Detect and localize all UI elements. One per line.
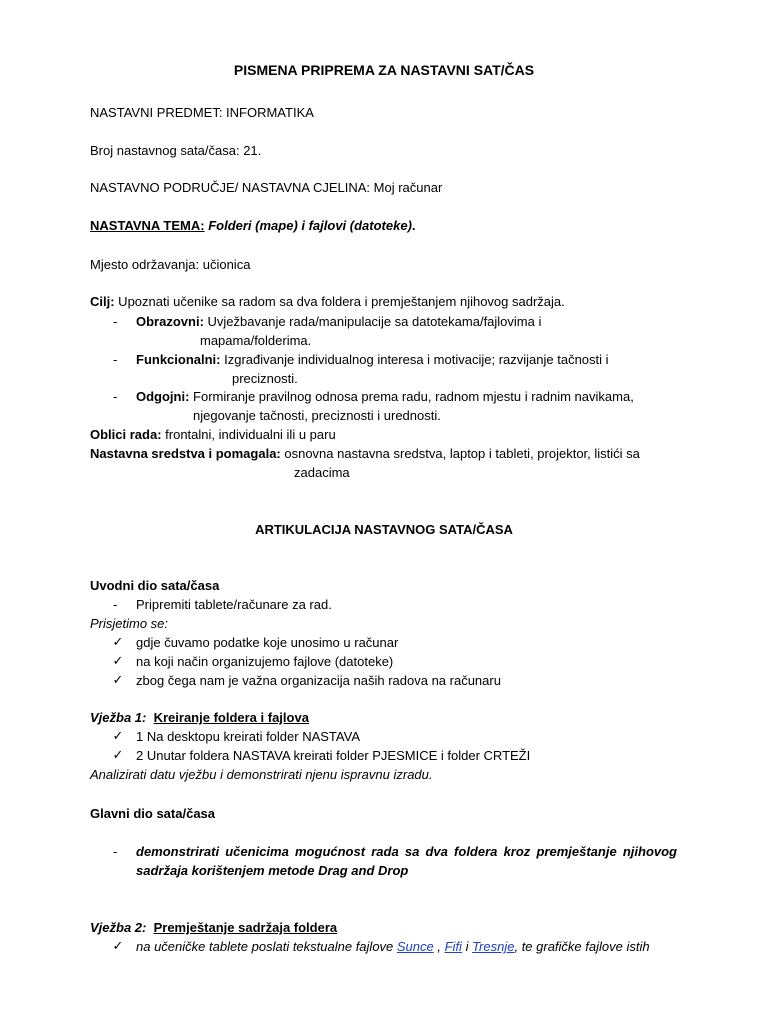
goal-item-text: Izgrađivanje individualnog interesa i motivacije; razvijanje tačnosti i bbox=[220, 352, 609, 367]
main-dash-line1: demonstrirati učenicima mogućnost rada sa dva foldera kroz premještanje njihovog bbox=[136, 844, 677, 859]
area-value: Moj računar bbox=[370, 180, 443, 195]
location-line: Mjesto održavanja: učionica bbox=[90, 257, 251, 272]
area-line bbox=[90, 178, 442, 197]
exercise2-heading bbox=[90, 918, 337, 937]
link-tresnje[interactable]: Tresnje bbox=[472, 939, 515, 954]
goal-item-label: Obrazovni: bbox=[136, 314, 204, 329]
link-fifi[interactable]: Fifi bbox=[444, 939, 462, 954]
topic-label: NASTAVNA TEMA: bbox=[90, 218, 205, 233]
teaching-aids-label: Nastavna sredstva i pomagala: bbox=[90, 446, 281, 461]
dash-bullet: - bbox=[113, 597, 118, 612]
checkmark-icon: ✓ bbox=[112, 728, 124, 743]
separator: , bbox=[433, 939, 445, 954]
recall-label: Prisjetimo se: bbox=[90, 616, 169, 631]
checkmark-icon: ✓ bbox=[112, 672, 124, 687]
main-dash-line2: sadržaja korištenjem metode Drag and Drop bbox=[136, 863, 409, 878]
dash-bullet: - bbox=[113, 389, 118, 404]
recall-item: gdje čuvamo podatke koje unosimo u računar bbox=[136, 635, 399, 650]
work-forms-line bbox=[90, 425, 336, 444]
lesson-number-line: Broj nastavnog sata/časa: 21. bbox=[90, 143, 262, 158]
work-forms-label: Oblici rada: bbox=[90, 427, 162, 442]
goal-line bbox=[90, 292, 565, 311]
goal-item-label: Odgojni: bbox=[136, 389, 190, 404]
exercise1-heading bbox=[90, 708, 309, 727]
articulation-heading: ARTIKULACIJA NASTAVNOG SATA/ČASA bbox=[255, 522, 513, 537]
exercise2-text-before: na učeničke tablete poslati tekstualne fajlove bbox=[136, 939, 397, 954]
link-sunce[interactable]: Sunce bbox=[396, 939, 434, 954]
goal-item-text: Formiranje pravilnog odnosa prema radu, radnom mjestu i radnim navikama, bbox=[189, 389, 634, 404]
dash-bullet: - bbox=[113, 352, 118, 367]
dash-bullet: - bbox=[113, 314, 118, 329]
exercise1-title: Kreiranje foldera i fajlova bbox=[153, 710, 309, 725]
dash-bullet: - bbox=[113, 844, 118, 859]
teaching-aids-line2: zadacima bbox=[294, 465, 350, 480]
checkmark-icon: ✓ bbox=[112, 747, 124, 762]
exercise1-note: Analizirati datu vježbu i demonstrirati njenu ispravnu izradu. bbox=[90, 767, 433, 782]
document-title: PISMENA PRIPREMA ZA NASTAVNI SAT/ČAS bbox=[233, 62, 535, 78]
topic-end: . bbox=[411, 218, 416, 233]
goal-item-label: Funkcionalni: bbox=[136, 352, 221, 367]
exercise2-text-after: , te grafičke fajlove istih bbox=[514, 939, 650, 954]
goal-item-educational-line2: mapama/folderima. bbox=[200, 333, 312, 348]
teaching-aids-line1 bbox=[90, 444, 640, 463]
goal-item-text: Uvježbavanje rada/manipulacije sa datotekama/fajlovima i bbox=[203, 314, 542, 329]
goal-item-upbringing-line1 bbox=[136, 387, 634, 406]
recall-item: zbog čega nam je važna organizacija naših radova na računaru bbox=[136, 673, 501, 688]
area-label: NASTAVNO PODRUČJE/ NASTAVNA CJELINA: bbox=[90, 180, 371, 195]
exercise1-step: 2 Unutar foldera NASTAVA kreirati folder PJESMICE i folder CRTEŽI bbox=[136, 748, 531, 763]
main-heading: Glavni dio sata/časa bbox=[90, 806, 216, 821]
goal-value: Upoznati učenike sa radom sa dva foldera i premještanjem njihovog sadržaja. bbox=[114, 294, 565, 309]
recall-item: na koji način organizujemo fajlove (datoteke) bbox=[136, 654, 394, 669]
goal-item-upbringing-line2: njegovanje tačnosti, preciznosti i urednosti. bbox=[193, 408, 441, 423]
intro-dash-item: Pripremiti tablete/računare za rad. bbox=[136, 597, 332, 612]
topic-value: Folderi (mape) i fajlovi (datoteke) bbox=[204, 218, 412, 233]
work-forms-value: frontalni, individualni ili u paru bbox=[161, 427, 336, 442]
topic-line bbox=[90, 216, 416, 235]
goal-label: Cilj: bbox=[90, 294, 115, 309]
goal-item-functional-line2: preciznosti. bbox=[232, 371, 298, 386]
exercise2-title: Premještanje sadržaja foldera bbox=[153, 920, 338, 935]
goal-item-functional-line1 bbox=[136, 350, 609, 369]
checkmark-icon: ✓ bbox=[112, 653, 124, 668]
checkmark-icon: ✓ bbox=[112, 634, 124, 649]
exercise2-label: Vježba 2: bbox=[90, 920, 147, 935]
checkmark-icon: ✓ bbox=[112, 938, 124, 953]
intro-heading: Uvodni dio sata/časa bbox=[90, 578, 220, 593]
separator: i bbox=[461, 939, 473, 954]
exercise2-step bbox=[136, 937, 650, 956]
exercise1-step: 1 Na desktopu kreirati folder NASTAVA bbox=[136, 729, 360, 744]
exercise1-label: Vježba 1: bbox=[90, 710, 147, 725]
goal-item-educational-line1 bbox=[136, 312, 541, 331]
teaching-aids-value: osnovna nastavna sredstva, laptop i tableti, projektor, listići sa bbox=[280, 446, 640, 461]
subject-line: NASTAVNI PREDMET: INFORMATIKA bbox=[90, 105, 314, 120]
